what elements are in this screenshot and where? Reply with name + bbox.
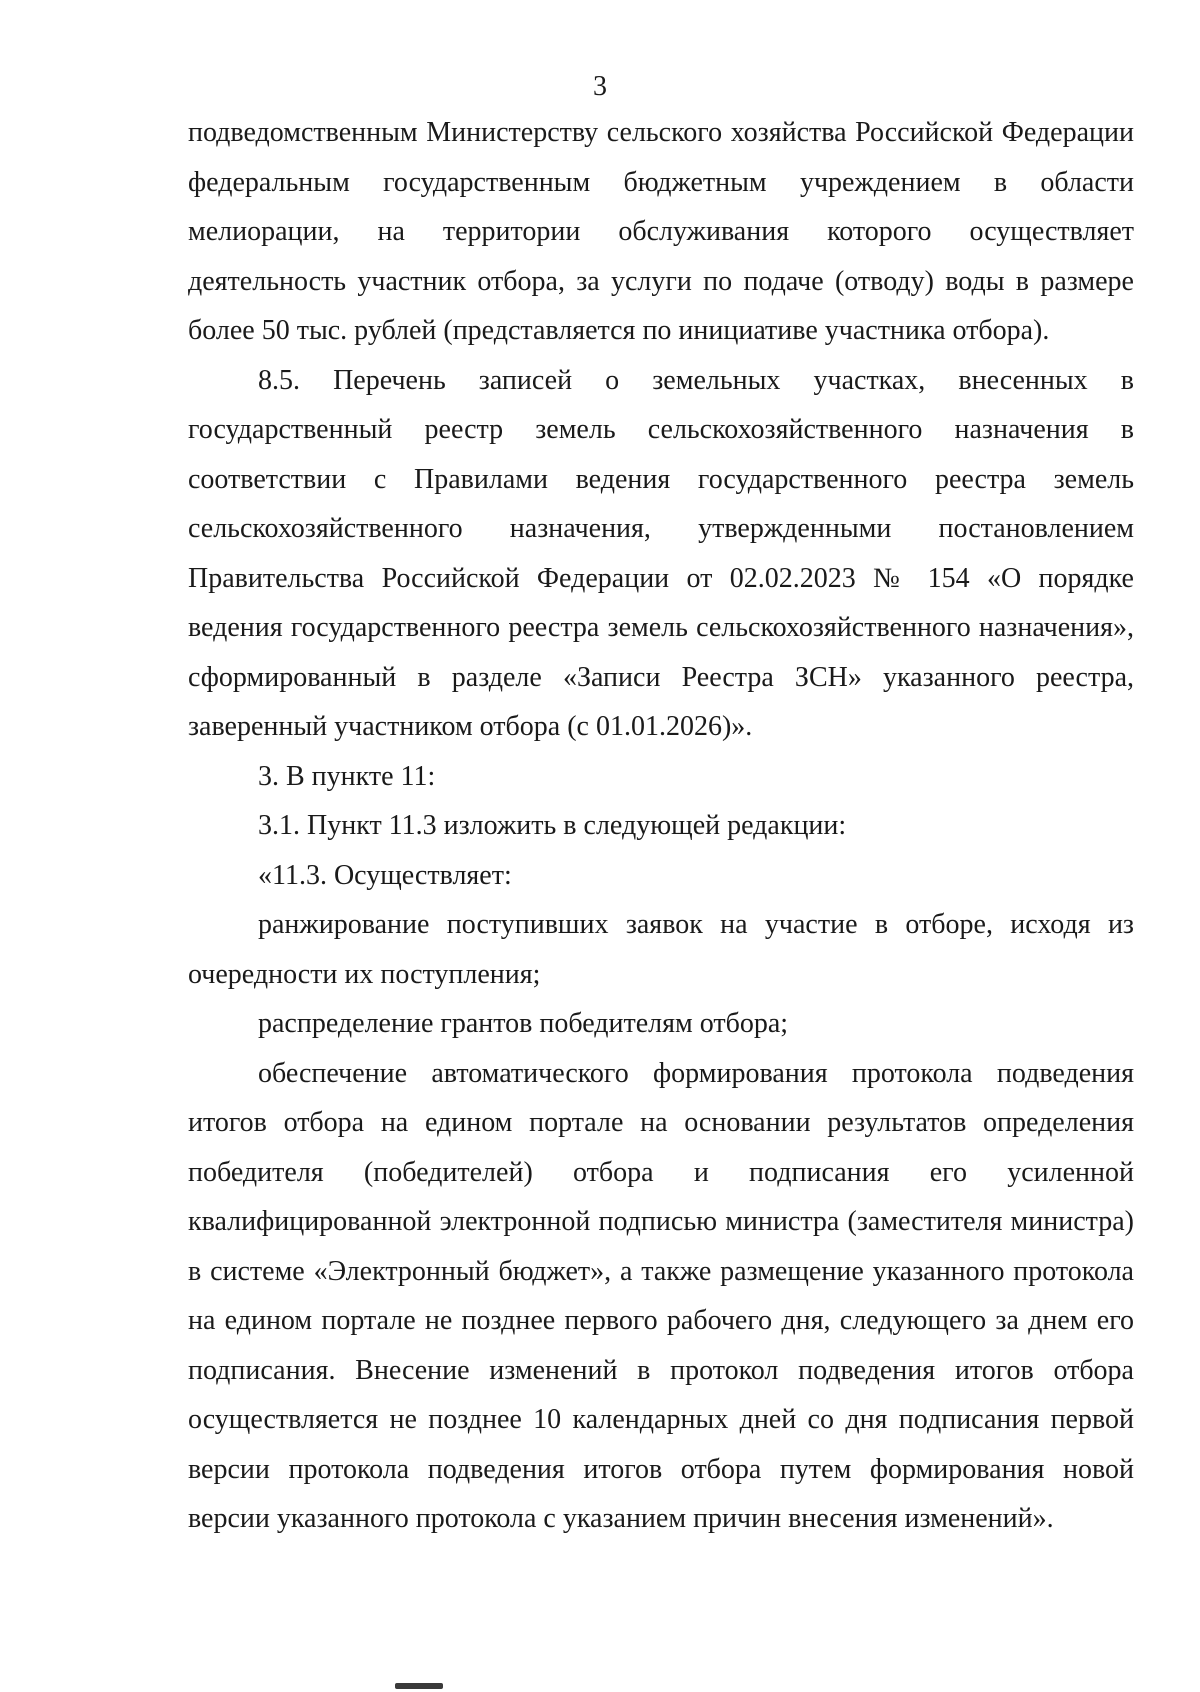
paragraph-grants: распределение грантов победителям отбора; [258, 1008, 789, 1039]
paragraph-3-1: 3.1. Пункт 11.3 изложить в следующей редакции: [258, 810, 847, 841]
page-number: 3 [593, 71, 607, 102]
paragraph-3: 3. В пункте 11: [258, 760, 436, 792]
paragraph-protocol: обеспечение автоматического формирования протокола подведения итогов отбора на едином портале на основании результатов определения победителя (победителей) отбора и подписания его усиленной квалифицированной электронной подписью министра (заместителя министра) в системе «Электронный бюджет», а также размещение указанного протокола на едином портале не позднее первого рабочего дня, следующего за днем его подписания. Внесение изменений в протокол подведения итогов отбора осуществляется не позднее 10 календарных дней со дня подписания первой версии протокола подведения итогов отбора путем формирования новой версии указанного протокола с указанием причин внесения изменений». [188, 1057, 1134, 1534]
paragraph-ranking: ранжирование поступивших заявок на участие в отборе, исходя из очередности их поступления; [188, 909, 1134, 990]
paragraph-8-5: 8.5. Перечень записей о земельных участках, внесенных в государственный реестр земель сельскохозяйственного назначения в соответствии с Правилами ведения государственного реестра земель сельскохозяйственного назначения, утвержденными постановлением Правительства Российской Федерации от 02.02.2023 № 154 «О порядке ведения государственного реестра земель сельскохозяйственного назначения», сформированный в разделе «Записи Реестра ЗСН» указанного реестра, заверенный участником отбора (с 01.01.2026)». [188, 364, 1134, 742]
paragraph-11-3: «11.3. Осуществляет: [258, 859, 512, 891]
paragraph-continuation: подведомственным Министерству сельского хозяйства Российской Федерации федеральным государственным бюджетным учреждением в области мелиорации, на территории обслуживания которого осуществляет деятельность участник отбора, за услуги по подаче (отводу) воды в размере более 50 тыс. рублей (представляется по инициативе участника отбора). [188, 117, 1134, 346]
document-body [188, 108, 1134, 1544]
scan-artifact-mark [395, 1683, 443, 1689]
